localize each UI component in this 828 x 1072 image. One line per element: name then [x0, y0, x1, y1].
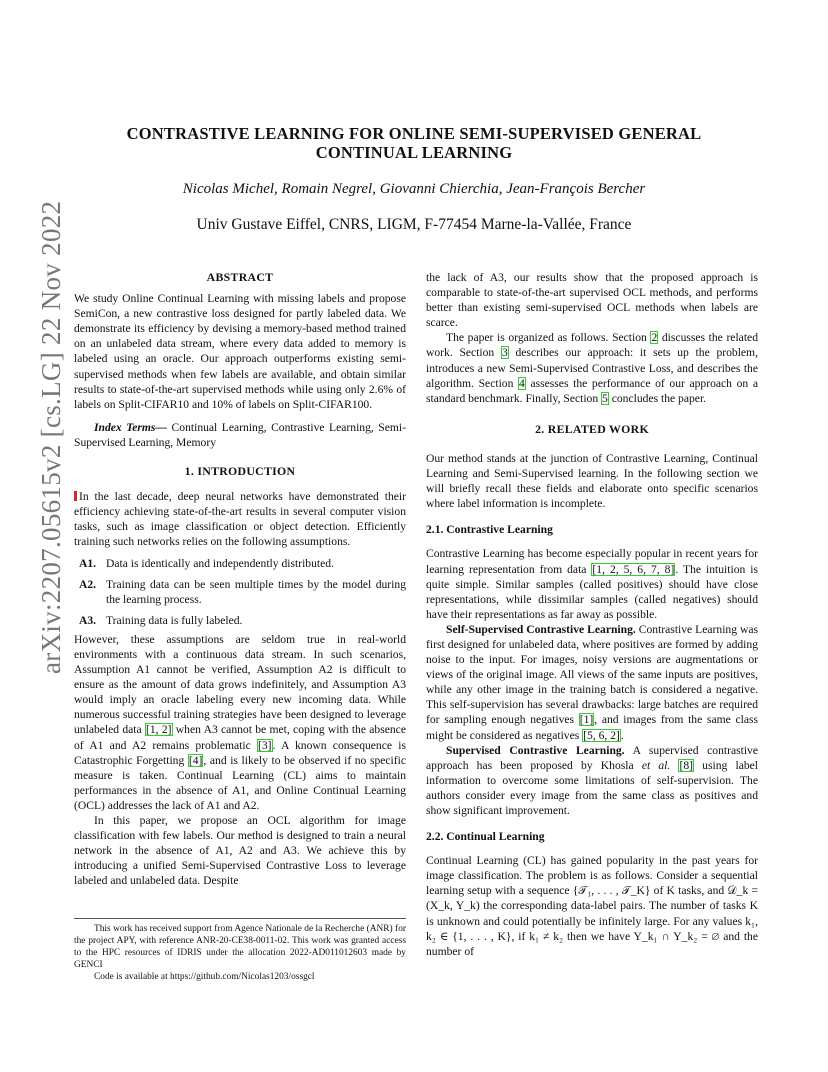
footnote-code: Code is available at https://github.com/Nicolas1203/ossgcl [94, 972, 315, 982]
affiliation: Univ Gustave Eiffel, CNRS, LIGM, F-77454 Marne-la-Vallée, France [196, 216, 632, 233]
citation-link[interactable]: [1, 2] [145, 723, 172, 737]
self-supervised-paragraph: Self-Supervised Contrastive Learning. Contrastive Learning was first designed for unlabeled data, where positives are formed by adding noise to the input. For images, noisy versions are augmentations or views of the original image. All views of the same inputs are positives, while any other image in the training batch is considered a negative. This self-supervision has several drawbacks: large batches are required for sampling enough negatives [1], and images from the same class might be considered as negatives [5, 6, 2]. [426, 622, 758, 742]
intro-heading: 1. INTRODUCTION [184, 464, 296, 479]
assumption-text: Data is identically and independently distributed. [106, 556, 334, 570]
title-line-2: CONTINUAL LEARNING [315, 143, 513, 162]
assumption-text: Training data is fully labeled. [106, 613, 243, 627]
index-terms-text: Continual Learning, Contrastive Learning, Semi-Supervised Learning, Memory [74, 420, 406, 449]
related-paragraph: Our method stands at the junction of Contrastive Learning, Continual Learning and Semi-Supervised learning. In the following section we will briefly recall these fields and elaborate onto specific scenarios where label information is incomplete. [426, 451, 758, 511]
right-paragraph-1: the lack of A3, our results show that the proposed approach is comparable to state-of-the-art supervised OCL methods, and performs better than existing semi-supervised OCL methods when labels are scarce. [426, 271, 758, 330]
assumption-a3 [74, 613, 406, 628]
section-link[interactable]: 4 [519, 376, 525, 390]
footnote [74, 918, 406, 983]
assumption-a2 [74, 577, 406, 607]
intro-paragraph-2: However, these assumptions are seldom true in real-world environments with a continuous data stream. In such scenarios, Assumption A1 cannot be verified, Assumption A2 is difficult to ensure as the amount of data grows indefinitely, and Assumption A3 would imply an oracle labeling every new incoming data. While numerous successful training strategies have been designed to leverage unlabeled data [1, 2] when A3 cannot be met, coping with the absence of A1 and A2 remains problematic [3]. A known consequence is Catastrophic Forgetting [4], and is likely to be observed if no specific measure is taken. Continual Learning (CL) aims to maintain performances in the absence of A1, and Online Continual Learning (OCL) addresses the lack of A1 and A2. [74, 632, 406, 812]
title-line-1: CONTRASTIVE LEARNING FOR ONLINE SEMI-SUPERVISED GENERAL [126, 124, 702, 143]
assumption-a1 [74, 556, 406, 571]
assumption-label: A2. [79, 577, 97, 591]
citation-link[interactable]: [1] [579, 713, 594, 727]
intro-paragraph-1 [74, 489, 406, 549]
section-link[interactable]: 5 [602, 391, 608, 405]
paragraph-label: Self-Supervised Contrastive Learning. [446, 622, 636, 636]
footnote-funding: This work has received support from Agence Nationale de la Recherche (ANR) for the project APY, with reference ANR-20-CE38-0011-02. This work was granted access to the HPC resources of IDRIS under the allocation 2022-AD011012603 made by GENCI [74, 924, 406, 970]
supervised-paragraph: Supervised Contrastive Learning. A supervised contrastive approach has been proposed by Khosla et al. [8] using label information to overcome some limitations of self-supervision. The authors consider every image from the same class as positives and show significant improvement. [426, 743, 759, 817]
left-column [74, 270, 406, 888]
citation-link[interactable]: [5, 6, 2] [583, 728, 620, 742]
link-marker [74, 491, 77, 501]
subsection-2-2-heading: 2.2. Continual Learning [426, 830, 545, 844]
section-link[interactable]: 2 [651, 331, 658, 345]
intro-p1-text: In the last decade, deep neural networks have demonstrated their efficiency achieving state-of-the-art results in several computer vision tasks, such as image classification or object detection. Efficiently training such networks relies on the following assumptions. [74, 490, 406, 549]
continual-paragraph: Continual Learning (CL) has gained popularity in the past years for image classification. The problem is as follows. Consider a sequential learning setup with a sequence {𝒯₁, . . . , 𝒯_K} of K tasks, and 𝒟_k = (X_k, Y_k) the corresponding data-label pairs. The number of tasks K is unknown and could potentially be infinitely large. For any values k₁, k₂ ∈ {1, . . . , K}, if k₁ ≠ k₂ then we have Y_k₁ ∩ Y_k₂ = ∅ and the number of [426, 854, 758, 958]
contrastive-paragraph: Contrastive Learning has become especially popular in recent years for learning representation from data [1, 2, 5, 6, 7, 8]. The intuition is quite simple. Similar samples (called positives) should have close representations, while dissimilar samples (called negatives) should have their representations as far away as possible. [426, 547, 759, 621]
assumption-label: A1. [79, 556, 97, 570]
subsection-2-1-heading: 2.1. Contrastive Learning [426, 523, 553, 537]
abstract-heading: ABSTRACT [206, 270, 274, 284]
citation-link[interactable]: [8] [679, 758, 693, 772]
authors: Nicolas Michel, Romain Negrel, Giovanni Chierchia, Jean-François Bercher [182, 181, 646, 197]
right-paragraph-2: The paper is organized as follows. Section 2 discusses the related work. Section 3 describes our approach: it sets up the problem, introduces a new Semi-Supervised Contrastive Loss, and describes the algorithm. Section 4 assesses the performance of our approach on a standard benchmark. Finally, Section 5 concludes the paper. [426, 331, 758, 405]
intro-paragraph-3: In this paper, we propose an OCL algorithm for image classification with few labels. Our method is designed to train a neural network in the absence of A1, A2 and A3. We achieve this by introducing a unified Semi-Supervised Contrastive Loss to leverage labeled and unlabeled data. Despite [74, 814, 406, 888]
citation-link[interactable]: [4] [188, 753, 203, 767]
section-link[interactable]: 3 [501, 346, 508, 360]
citation-link[interactable]: [3] [257, 738, 272, 752]
assumption-label: A3. [79, 613, 97, 627]
index-terms-label: Index Terms— [94, 420, 168, 434]
abstract-text: We study Online Continual Learning with missing labels and propose SemiCon, a new contrastive loss designed for partly labeled data. We demonstrate its efficiency by devising a memory-based method trained on an unlabeled data stream, where every data added to memory is labeled using an oracle. Our approach outperforms existing semi-supervised methods when few labels are available, and obtain similar results to state-of-the-art supervised methods while using only 2.6% of labels on Split-CIFAR10 and 10% of labels on Split-CIFAR100. [74, 292, 406, 411]
related-work-heading: 2. RELATED WORK [535, 421, 649, 436]
right-column [426, 270, 758, 959]
assumption-text: Training data can be seen multiple times by the model during the learning process. [106, 577, 406, 606]
paper-title [0, 124, 828, 162]
citation-link[interactable]: [1, 2, 5, 6, 7, 8] [592, 562, 675, 576]
index-terms [74, 420, 406, 450]
arxiv-side-label: arXiv:2207.05615v2 [cs.LG] 22 Nov 2022 [36, 200, 66, 674]
paragraph-label: Supervised Contrastive Learning. [446, 743, 625, 757]
